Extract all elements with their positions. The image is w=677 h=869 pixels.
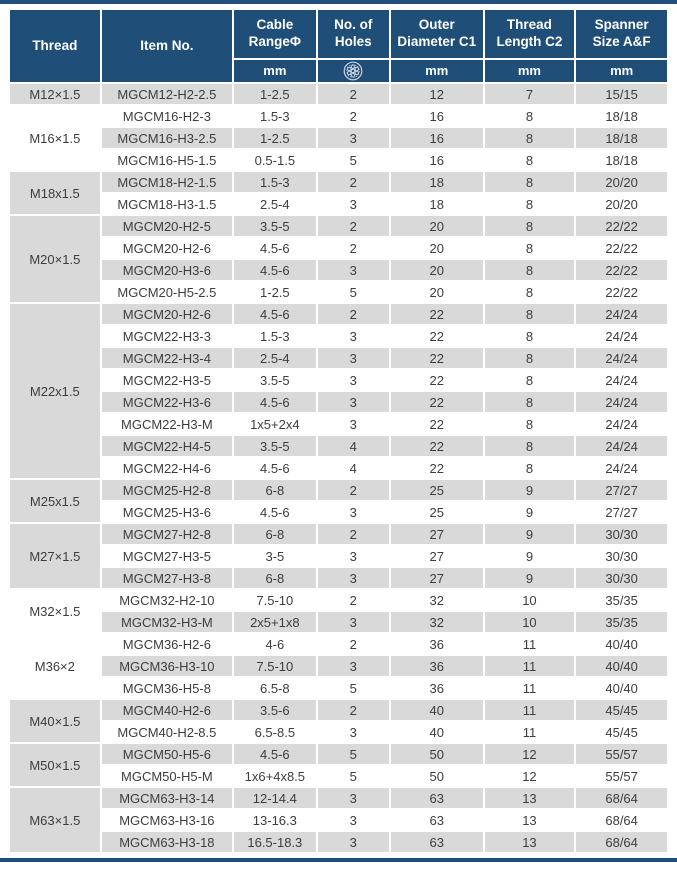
outer-diameter-cell: 22 bbox=[391, 326, 483, 346]
cable-range-cell: 4.5-6 bbox=[234, 392, 316, 412]
item-no-cell: MGCM20-H2-5 bbox=[102, 216, 232, 236]
table-row bbox=[10, 832, 667, 852]
item-no-cell: MGCM20-H3-6 bbox=[102, 260, 232, 280]
thread-group-cell: M20×1.5 bbox=[10, 216, 100, 302]
table-row bbox=[10, 326, 667, 346]
spanner-size-cell: 24/24 bbox=[576, 392, 667, 412]
outer-diameter-cell: 63 bbox=[391, 810, 483, 830]
holes-count-cell: 2 bbox=[318, 216, 389, 236]
table-row bbox=[10, 106, 667, 126]
item-no-cell: MGCM16-H3-2.5 bbox=[102, 128, 232, 148]
thread-length-cell: 9 bbox=[485, 546, 575, 566]
cable-range-cell: 4.5-6 bbox=[234, 744, 316, 764]
spanner-size-cell: 40/40 bbox=[576, 656, 667, 676]
outer-diameter-cell: 50 bbox=[391, 766, 483, 786]
cable-range-cell: 6.5-8.5 bbox=[234, 722, 316, 742]
spanner-size-cell: 15/15 bbox=[576, 84, 667, 104]
thread-length-cell: 8 bbox=[485, 260, 575, 280]
col-header-item-no: Item No. bbox=[102, 10, 232, 82]
table-row bbox=[10, 458, 667, 478]
holes-count-cell: 3 bbox=[318, 568, 389, 588]
outer-diameter-cell: 22 bbox=[391, 370, 483, 390]
spanner-size-cell: 45/45 bbox=[576, 722, 667, 742]
table-row bbox=[10, 590, 667, 610]
outer-diameter-cell: 22 bbox=[391, 392, 483, 412]
cable-range-cell: 3.5-5 bbox=[234, 216, 316, 236]
outer-diameter-cell: 36 bbox=[391, 656, 483, 676]
item-no-cell: MGCM16-H2-3 bbox=[102, 106, 232, 126]
item-no-cell: MGCM32-H3-M bbox=[102, 612, 232, 632]
holes-count-cell: 3 bbox=[318, 128, 389, 148]
thread-group-cell: M63×1.5 bbox=[10, 788, 100, 852]
cable-range-cell: 16.5-18.3 bbox=[234, 832, 316, 852]
table-row bbox=[10, 150, 667, 170]
thread-group-cell: M12×1.5 bbox=[10, 84, 100, 104]
outer-diameter-cell: 63 bbox=[391, 832, 483, 852]
spanner-size-cell: 24/24 bbox=[576, 326, 667, 346]
holes-count-cell: 3 bbox=[318, 370, 389, 390]
outer-diameter-cell: 36 bbox=[391, 678, 483, 698]
spanner-size-cell: 55/57 bbox=[576, 744, 667, 764]
item-no-cell: MGCM27-H2-8 bbox=[102, 524, 232, 544]
thread-length-cell: 8 bbox=[485, 458, 575, 478]
unit-cable-range: mm bbox=[234, 60, 316, 82]
thread-length-cell: 9 bbox=[485, 568, 575, 588]
holes-count-cell: 2 bbox=[318, 590, 389, 610]
holes-count-cell: 5 bbox=[318, 150, 389, 170]
cable-range-cell: 6.5-8 bbox=[234, 678, 316, 698]
outer-diameter-cell: 40 bbox=[391, 722, 483, 742]
cable-range-cell: 6-8 bbox=[234, 524, 316, 544]
thread-length-cell: 8 bbox=[485, 348, 575, 368]
outer-diameter-cell: 16 bbox=[391, 106, 483, 126]
table-row bbox=[10, 766, 667, 786]
spanner-size-cell: 27/27 bbox=[576, 502, 667, 522]
holes-count-cell: 3 bbox=[318, 194, 389, 214]
table-row bbox=[10, 568, 667, 588]
table-row bbox=[10, 414, 667, 434]
holes-count-cell: 3 bbox=[318, 546, 389, 566]
spanner-size-cell: 68/64 bbox=[576, 810, 667, 830]
item-no-cell: MGCM40-H2-8.5 bbox=[102, 722, 232, 742]
item-no-cell: MGCM36-H2-6 bbox=[102, 634, 232, 654]
outer-diameter-cell: 27 bbox=[391, 546, 483, 566]
spanner-size-cell: 45/45 bbox=[576, 700, 667, 720]
item-no-cell: MGCM22-H3-6 bbox=[102, 392, 232, 412]
spanner-size-cell: 30/30 bbox=[576, 546, 667, 566]
thread-length-cell: 11 bbox=[485, 700, 575, 720]
holes-count-cell: 2 bbox=[318, 634, 389, 654]
cable-range-cell: 0.5-1.5 bbox=[234, 150, 316, 170]
holes-count-cell: 2 bbox=[318, 480, 389, 500]
thread-length-cell: 8 bbox=[485, 150, 575, 170]
spanner-size-cell: 24/24 bbox=[576, 348, 667, 368]
thread-length-cell: 12 bbox=[485, 744, 575, 764]
item-no-cell: MGCM63-H3-16 bbox=[102, 810, 232, 830]
table-row bbox=[10, 546, 667, 566]
spanner-size-cell: 18/18 bbox=[576, 128, 667, 148]
cable-range-cell: 2x5+1x8 bbox=[234, 612, 316, 632]
thread-group-cell: M27×1.5 bbox=[10, 524, 100, 588]
thread-length-cell: 8 bbox=[485, 216, 575, 236]
thread-length-cell: 7 bbox=[485, 84, 575, 104]
outer-diameter-cell: 32 bbox=[391, 590, 483, 610]
table-row bbox=[10, 480, 667, 500]
table-row bbox=[10, 612, 667, 632]
table-row bbox=[10, 304, 667, 324]
cable-range-cell: 4.5-6 bbox=[234, 238, 316, 258]
thread-group-cell: M25x1.5 bbox=[10, 480, 100, 522]
unit-outer-diameter: mm bbox=[391, 60, 483, 82]
thread-group-cell: M36×2 bbox=[10, 634, 100, 698]
cable-range-cell: 6-8 bbox=[234, 568, 316, 588]
table-row bbox=[10, 502, 667, 522]
outer-diameter-cell: 22 bbox=[391, 436, 483, 456]
thread-length-cell: 8 bbox=[485, 304, 575, 324]
outer-diameter-cell: 36 bbox=[391, 634, 483, 654]
thread-length-cell: 8 bbox=[485, 238, 575, 258]
table-row bbox=[10, 656, 667, 676]
outer-diameter-cell: 20 bbox=[391, 260, 483, 280]
thread-length-cell: 13 bbox=[485, 788, 575, 808]
holes-count-cell: 3 bbox=[318, 348, 389, 368]
thread-length-cell: 8 bbox=[485, 436, 575, 456]
cable-range-cell: 1x6+4x8.5 bbox=[234, 766, 316, 786]
table-row bbox=[10, 678, 667, 698]
outer-diameter-cell: 50 bbox=[391, 744, 483, 764]
table-row bbox=[10, 744, 667, 764]
cable-range-cell: 3-5 bbox=[234, 546, 316, 566]
item-no-cell: MGCM22-H3-5 bbox=[102, 370, 232, 390]
thread-group-cell: M22x1.5 bbox=[10, 304, 100, 478]
table-row bbox=[10, 128, 667, 148]
spec-table bbox=[8, 8, 669, 854]
outer-diameter-cell: 27 bbox=[391, 524, 483, 544]
spanner-size-cell: 24/24 bbox=[576, 436, 667, 456]
spanner-size-cell: 24/24 bbox=[576, 414, 667, 434]
item-no-cell: MGCM22-H3-3 bbox=[102, 326, 232, 346]
item-no-cell: MGCM20-H2-6 bbox=[102, 238, 232, 258]
outer-diameter-cell: 18 bbox=[391, 172, 483, 192]
spanner-size-cell: 20/20 bbox=[576, 194, 667, 214]
cable-range-cell: 3.5-6 bbox=[234, 700, 316, 720]
table-row bbox=[10, 722, 667, 742]
spanner-size-cell: 35/35 bbox=[576, 612, 667, 632]
table-row bbox=[10, 788, 667, 808]
outer-diameter-cell: 16 bbox=[391, 128, 483, 148]
outer-diameter-cell: 32 bbox=[391, 612, 483, 632]
holes-count-cell: 3 bbox=[318, 392, 389, 412]
thread-length-cell: 10 bbox=[485, 612, 575, 632]
cable-range-cell: 3.5-5 bbox=[234, 370, 316, 390]
outer-diameter-cell: 16 bbox=[391, 150, 483, 170]
outer-diameter-cell: 12 bbox=[391, 84, 483, 104]
thread-length-cell: 11 bbox=[485, 634, 575, 654]
holes-count-cell: 3 bbox=[318, 502, 389, 522]
item-no-cell: MGCM22-H3-M bbox=[102, 414, 232, 434]
unit-spanner-size: mm bbox=[576, 60, 667, 82]
holes-count-cell: 3 bbox=[318, 810, 389, 830]
item-no-cell: MGCM16-H5-1.5 bbox=[102, 150, 232, 170]
cable-range-cell: 4.5-6 bbox=[234, 502, 316, 522]
holes-count-cell: 3 bbox=[318, 788, 389, 808]
bottom-rule bbox=[0, 858, 677, 862]
outer-diameter-cell: 22 bbox=[391, 414, 483, 434]
item-no-cell: MGCM22-H4-6 bbox=[102, 458, 232, 478]
thread-length-cell: 8 bbox=[485, 282, 575, 302]
thread-length-cell: 8 bbox=[485, 194, 575, 214]
thread-length-cell: 9 bbox=[485, 480, 575, 500]
cable-range-cell: 4.5-6 bbox=[234, 304, 316, 324]
thread-length-cell: 13 bbox=[485, 832, 575, 852]
spanner-size-cell: 68/64 bbox=[576, 832, 667, 852]
outer-diameter-cell: 22 bbox=[391, 304, 483, 324]
thread-group-cell: M32×1.5 bbox=[10, 590, 100, 632]
cable-range-cell: 1-2.5 bbox=[234, 84, 316, 104]
thread-length-cell: 11 bbox=[485, 722, 575, 742]
spanner-size-cell: 22/22 bbox=[576, 282, 667, 302]
top-rule bbox=[0, 0, 677, 4]
table-row bbox=[10, 172, 667, 192]
table-row bbox=[10, 634, 667, 654]
thread-length-cell: 12 bbox=[485, 766, 575, 786]
holes-count-cell: 4 bbox=[318, 436, 389, 456]
holes-count-cell: 3 bbox=[318, 414, 389, 434]
outer-diameter-cell: 40 bbox=[391, 700, 483, 720]
outer-diameter-cell: 20 bbox=[391, 282, 483, 302]
item-no-cell: MGCM22-H4-5 bbox=[102, 436, 232, 456]
multi-hole-gland-icon bbox=[342, 60, 364, 82]
thread-length-cell: 8 bbox=[485, 172, 575, 192]
holes-count-cell: 2 bbox=[318, 172, 389, 192]
cable-range-cell: 13-16.3 bbox=[234, 810, 316, 830]
item-no-cell: MGCM27-H3-5 bbox=[102, 546, 232, 566]
item-no-cell: MGCM18-H3-1.5 bbox=[102, 194, 232, 214]
cable-range-cell: 2.5-4 bbox=[234, 194, 316, 214]
cable-range-cell: 3.5-5 bbox=[234, 436, 316, 456]
cable-range-cell: 7.5-10 bbox=[234, 656, 316, 676]
spanner-size-cell: 22/22 bbox=[576, 216, 667, 236]
item-no-cell: MGCM27-H3-8 bbox=[102, 568, 232, 588]
cable-range-cell: 4.5-6 bbox=[234, 458, 316, 478]
cable-range-cell: 1x5+2x4 bbox=[234, 414, 316, 434]
item-no-cell: MGCM25-H3-6 bbox=[102, 502, 232, 522]
cable-range-cell: 1.5-3 bbox=[234, 172, 316, 192]
spanner-size-cell: 20/20 bbox=[576, 172, 667, 192]
item-no-cell: MGCM50-H5-M bbox=[102, 766, 232, 786]
col-header-outer-diameter: Outer Diameter C1 bbox=[391, 10, 483, 58]
item-no-cell: MGCM20-H5-2.5 bbox=[102, 282, 232, 302]
outer-diameter-cell: 22 bbox=[391, 348, 483, 368]
outer-diameter-cell: 25 bbox=[391, 502, 483, 522]
thread-length-cell: 11 bbox=[485, 678, 575, 698]
spanner-size-cell: 18/18 bbox=[576, 106, 667, 126]
thread-length-cell: 8 bbox=[485, 414, 575, 434]
unit-no-of-holes bbox=[318, 60, 389, 82]
outer-diameter-cell: 27 bbox=[391, 568, 483, 588]
item-no-cell: MGCM36-H5-8 bbox=[102, 678, 232, 698]
table-row bbox=[10, 282, 667, 302]
holes-count-cell: 2 bbox=[318, 106, 389, 126]
thread-length-cell: 8 bbox=[485, 370, 575, 390]
unit-thread-length: mm bbox=[485, 60, 575, 82]
thread-group-cell: M50×1.5 bbox=[10, 744, 100, 786]
col-header-cable-range: Cable RangeΦ bbox=[234, 10, 316, 58]
outer-diameter-cell: 63 bbox=[391, 788, 483, 808]
item-no-cell: MGCM20-H2-6 bbox=[102, 304, 232, 324]
item-no-cell: MGCM40-H2-6 bbox=[102, 700, 232, 720]
spec-table-body bbox=[10, 84, 667, 852]
spanner-size-cell: 22/22 bbox=[576, 260, 667, 280]
holes-count-cell: 3 bbox=[318, 722, 389, 742]
item-no-cell: MGCM63-H3-18 bbox=[102, 832, 232, 852]
cable-range-cell: 6-8 bbox=[234, 480, 316, 500]
cable-range-cell: 12-14.4 bbox=[234, 788, 316, 808]
col-header-thread: Thread bbox=[10, 10, 100, 82]
item-no-cell: MGCM63-H3-14 bbox=[102, 788, 232, 808]
thread-length-cell: 10 bbox=[485, 590, 575, 610]
holes-count-cell: 3 bbox=[318, 260, 389, 280]
thread-length-cell: 8 bbox=[485, 106, 575, 126]
spanner-size-cell: 22/22 bbox=[576, 238, 667, 258]
outer-diameter-cell: 18 bbox=[391, 194, 483, 214]
item-no-cell: MGCM50-H5-6 bbox=[102, 744, 232, 764]
item-no-cell: MGCM12-H2-2.5 bbox=[102, 84, 232, 104]
spanner-size-cell: 40/40 bbox=[576, 678, 667, 698]
spanner-size-cell: 68/64 bbox=[576, 788, 667, 808]
cable-range-cell: 1-2.5 bbox=[234, 128, 316, 148]
holes-count-cell: 5 bbox=[318, 678, 389, 698]
table-row bbox=[10, 260, 667, 280]
table-row bbox=[10, 238, 667, 258]
holes-count-cell: 3 bbox=[318, 832, 389, 852]
item-no-cell: MGCM32-H2-10 bbox=[102, 590, 232, 610]
table-row bbox=[10, 216, 667, 236]
col-header-no-of-holes: No. of Holes bbox=[318, 10, 389, 58]
thread-length-cell: 8 bbox=[485, 392, 575, 412]
outer-diameter-cell: 20 bbox=[391, 216, 483, 236]
thread-length-cell: 9 bbox=[485, 502, 575, 522]
holes-count-cell: 5 bbox=[318, 766, 389, 786]
table-row bbox=[10, 348, 667, 368]
thread-group-cell: M40×1.5 bbox=[10, 700, 100, 742]
spanner-size-cell: 24/24 bbox=[576, 370, 667, 390]
holes-count-cell: 2 bbox=[318, 238, 389, 258]
spanner-size-cell: 27/27 bbox=[576, 480, 667, 500]
table-row bbox=[10, 194, 667, 214]
table-row bbox=[10, 524, 667, 544]
spec-table-header bbox=[10, 10, 667, 82]
spanner-size-cell: 24/24 bbox=[576, 458, 667, 478]
holes-count-cell: 3 bbox=[318, 612, 389, 632]
spanner-size-cell: 40/40 bbox=[576, 634, 667, 654]
cable-range-cell: 1.5-3 bbox=[234, 106, 316, 126]
table-row bbox=[10, 810, 667, 830]
col-header-thread-length: Thread Length C2 bbox=[485, 10, 575, 58]
holes-count-cell: 2 bbox=[318, 700, 389, 720]
table-row bbox=[10, 392, 667, 412]
holes-count-cell: 5 bbox=[318, 282, 389, 302]
col-header-spanner-size: Spanner Size A&F bbox=[576, 10, 667, 58]
item-no-cell: MGCM25-H2-8 bbox=[102, 480, 232, 500]
cable-range-cell: 7.5-10 bbox=[234, 590, 316, 610]
thread-length-cell: 8 bbox=[485, 326, 575, 346]
outer-diameter-cell: 20 bbox=[391, 238, 483, 258]
outer-diameter-cell: 22 bbox=[391, 458, 483, 478]
item-no-cell: MGCM36-H3-10 bbox=[102, 656, 232, 676]
spanner-size-cell: 30/30 bbox=[576, 524, 667, 544]
cable-range-cell: 4-6 bbox=[234, 634, 316, 654]
spanner-size-cell: 55/57 bbox=[576, 766, 667, 786]
table-row bbox=[10, 700, 667, 720]
item-no-cell: MGCM18-H2-1.5 bbox=[102, 172, 232, 192]
table-row bbox=[10, 436, 667, 456]
thread-length-cell: 9 bbox=[485, 524, 575, 544]
thread-length-cell: 8 bbox=[485, 128, 575, 148]
outer-diameter-cell: 25 bbox=[391, 480, 483, 500]
item-no-cell: MGCM22-H3-4 bbox=[102, 348, 232, 368]
holes-count-cell: 3 bbox=[318, 656, 389, 676]
cable-range-cell: 4.5-6 bbox=[234, 260, 316, 280]
thread-length-cell: 11 bbox=[485, 656, 575, 676]
holes-count-cell: 2 bbox=[318, 524, 389, 544]
spanner-size-cell: 24/24 bbox=[576, 304, 667, 324]
thread-group-cell: M16×1.5 bbox=[10, 106, 100, 170]
table-row bbox=[10, 84, 667, 104]
holes-count-cell: 2 bbox=[318, 84, 389, 104]
holes-count-cell: 5 bbox=[318, 744, 389, 764]
spanner-size-cell: 35/35 bbox=[576, 590, 667, 610]
thread-group-cell: M18x1.5 bbox=[10, 172, 100, 214]
cable-range-cell: 1.5-3 bbox=[234, 326, 316, 346]
table-row bbox=[10, 370, 667, 390]
thread-length-cell: 13 bbox=[485, 810, 575, 830]
spanner-size-cell: 30/30 bbox=[576, 568, 667, 588]
cable-range-cell: 1-2.5 bbox=[234, 282, 316, 302]
holes-count-cell: 4 bbox=[318, 458, 389, 478]
spanner-size-cell: 18/18 bbox=[576, 150, 667, 170]
holes-count-cell: 2 bbox=[318, 304, 389, 324]
cable-range-cell: 2.5-4 bbox=[234, 348, 316, 368]
holes-count-cell: 3 bbox=[318, 326, 389, 346]
